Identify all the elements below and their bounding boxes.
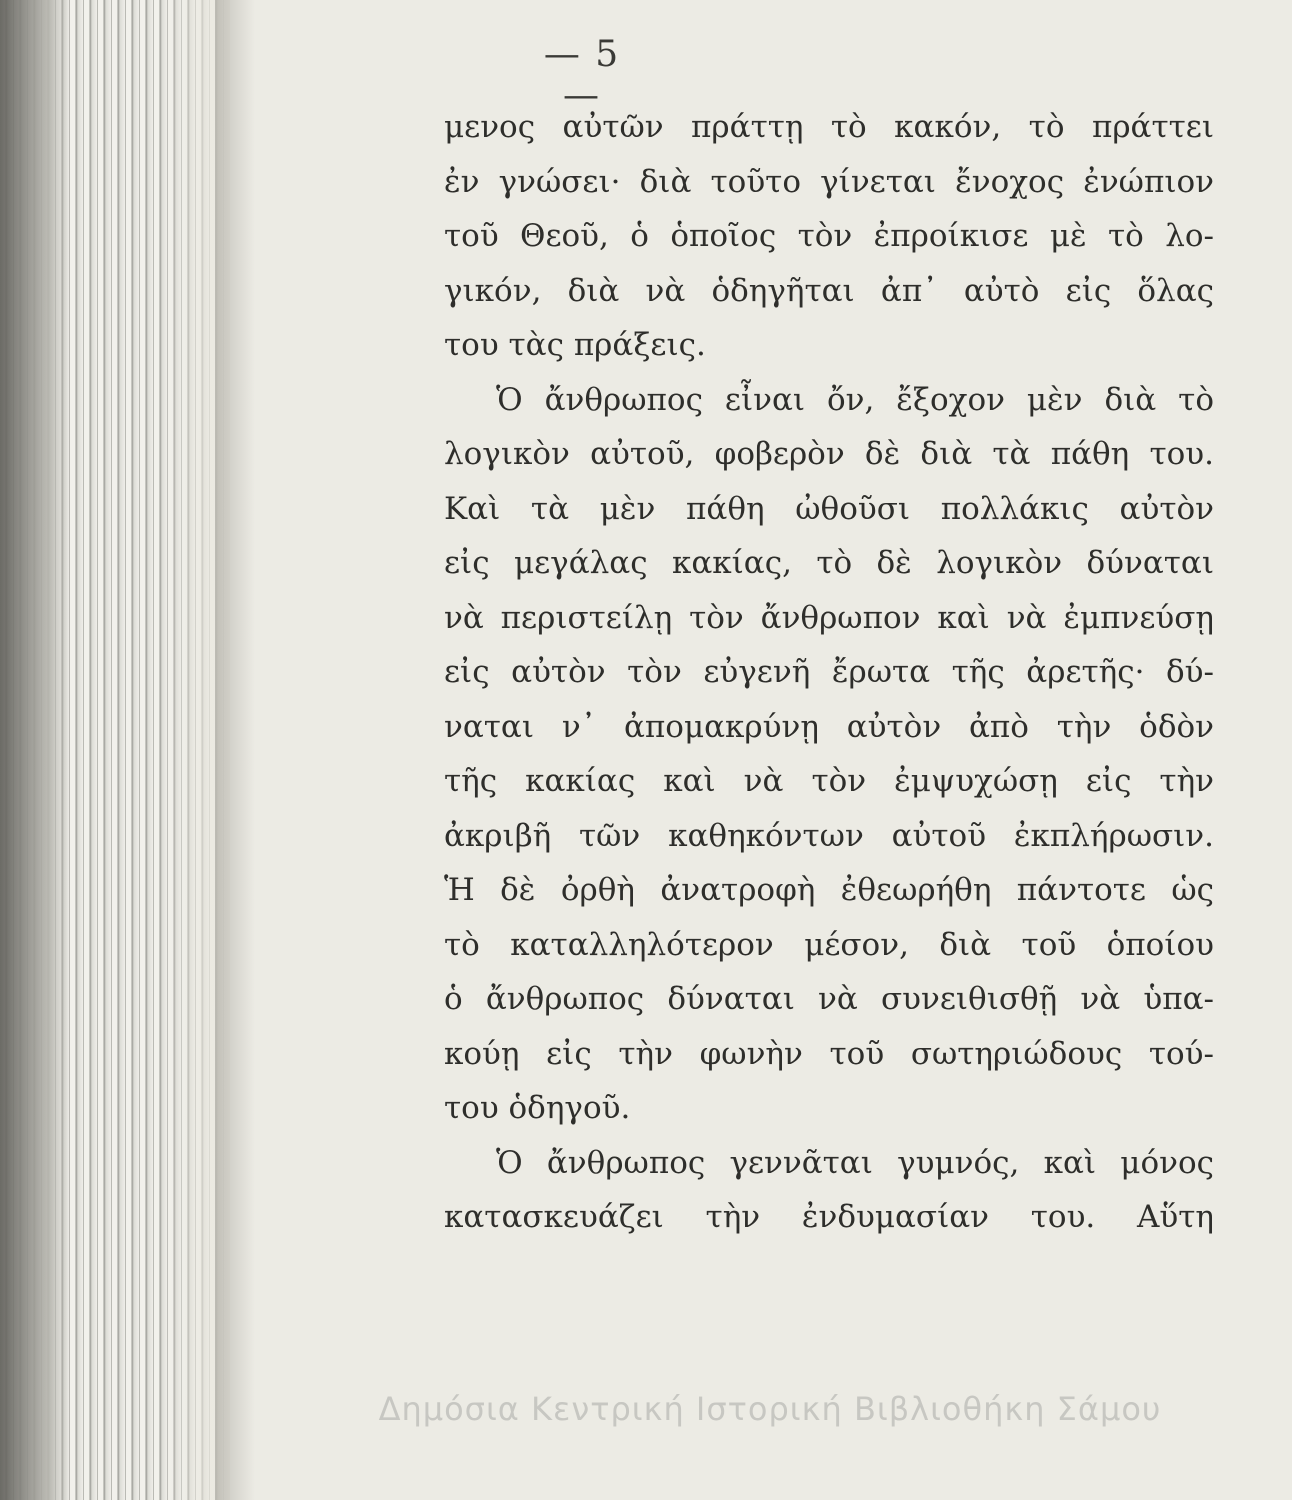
text-line: Ὁ ἄνθρωπος γεννᾶται γυμνός, καὶ μόνος (496, 1144, 1214, 1181)
library-watermark: Δημόσια Κεντρική Ιστορική Βιβλιοθήκη Σάμου (378, 1390, 1162, 1428)
text-line: τῆς κακίας καὶ νὰ τὸν ἐμψυχώσῃ εἰς τὴν (444, 763, 1214, 799)
text-line: του ὁδηγοῦ. (444, 1090, 631, 1126)
body-text (444, 100, 1214, 1245)
text-line: Καὶ τὰ μὲν πάθη ὠθοῦσι πολλάκις αὐτὸν (444, 490, 1214, 527)
text-line: λογικὸν αὐτοῦ, φοβερὸν δὲ διὰ τὰ πάθη του. (444, 436, 1214, 472)
text-line: εἰς αὐτὸν τὸν εὐγενῆ ἔρωτα τῆς ἀρετῆς· δύ- (444, 654, 1214, 690)
text-line: νὰ περιστείλῃ τὸν ἄνθρωπον καὶ νὰ ἐμπνεύσῃ (444, 599, 1214, 636)
text-line: τὸ καταλληλότερον μέσον, διὰ τοῦ ὁποίου (444, 926, 1214, 963)
book-page-edges (0, 0, 230, 1500)
text-line: κατασκευάζει τὴν ἐνδυμασίαν του. Αὕτη (444, 1199, 1214, 1235)
text-line: ἀκριβῆ τῶν καθηκόντων αὐτοῦ ἐκπλήρωσιν. (444, 817, 1214, 854)
text-line: του τὰς πράξεις. (444, 327, 706, 363)
gutter-shadow (215, 0, 255, 1500)
text-line: τοῦ Θεοῦ, ὁ ὁποῖος τὸν ἐπροίκισε μὲ τὸ λο- (444, 218, 1214, 254)
text-line: γικόν, διὰ νὰ ὁδηγῆται ἀπ᾽ αὐτὸ εἰς ὅλας (444, 272, 1214, 309)
text-line: Ἡ δὲ ὀρθὴ ἀνατροφὴ ἐθεωρήθη πάντοτε ὡς (444, 872, 1214, 908)
page-number: — 5 — (543, 34, 621, 116)
text-line: μενος αὐτῶν πράττῃ τὸ κακόν, τὸ πράττει (444, 109, 1214, 145)
text-line: εἰς μεγάλας κακίας, τὸ δὲ λογικὸν δύναται (444, 545, 1214, 581)
text-line: ὁ ἄνθρωπος δύναται νὰ συνειθισθῇ νὰ ὑπα- (444, 981, 1214, 1017)
text-line: ἐν γνώσει· διὰ τοῦτο γίνεται ἔνοχος ἐνώπιον (444, 163, 1214, 200)
text-line: κούῃ εἰς τὴν φωνὴν τοῦ σωτηριώδους τού- (444, 1035, 1214, 1072)
text-line: Ὁ ἄνθρωπος εἶναι ὄν, ἔξοχον μὲν διὰ τὸ (496, 381, 1214, 418)
text-line: ναται ν᾽ ἀπομακρύνῃ αὐτὸν ἀπὸ τὴν ὁδὸν (444, 708, 1214, 745)
